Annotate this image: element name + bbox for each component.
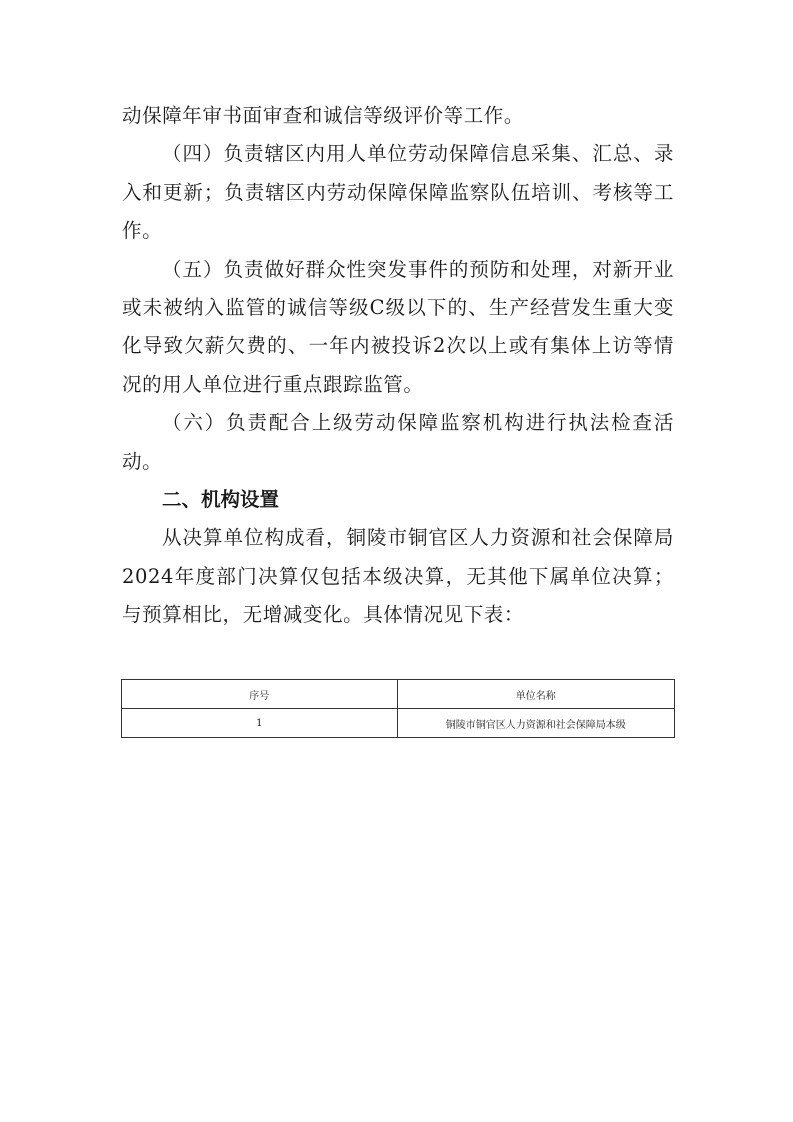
paragraph-item-5: （五）负责做好群众性突发事件的预防和处理，对新开业或未被纳入监管的诚信等级C级以下的、生产经营发生重大变化导致欠薪欠费的、一年内被投诉2次以上或有集体上访等情况的用人单位进行重点跟踪监管。 xyxy=(122,257,674,396)
units-table xyxy=(121,679,675,738)
table-row xyxy=(122,709,675,738)
intro-paragraph: 从决算单位构成看，铜陵市铜官区人力资源和社会保障局2024年度部门决算仅包括本级决算，无其他下属单位决算；与预算相比，无增减变化。具体情况见下表： xyxy=(122,526,674,627)
cell-index: 1 xyxy=(122,709,398,738)
document-body xyxy=(122,97,674,635)
cell-unit-name: 铜陵市铜官区人力资源和社会保障局本级 xyxy=(397,709,675,738)
paragraph-item-4: （四）负责辖区内用人单位劳动保障信息采集、汇总、录入和更新；负责辖区内劳动保障保障监察队伍培训、考核等工作。 xyxy=(122,142,674,243)
section-heading: 二、机构设置 xyxy=(162,488,280,512)
header-index: 序号 xyxy=(122,680,398,709)
header-unit-name: 单位名称 xyxy=(397,680,675,709)
table-header-row xyxy=(122,680,675,709)
paragraph-continuation: 动保障年审书面审查和诚信等级评价等工作。 xyxy=(122,104,525,127)
paragraph-item-6: （六）负责配合上级劳动保障监察机构进行执法检查活动。 xyxy=(122,411,674,473)
